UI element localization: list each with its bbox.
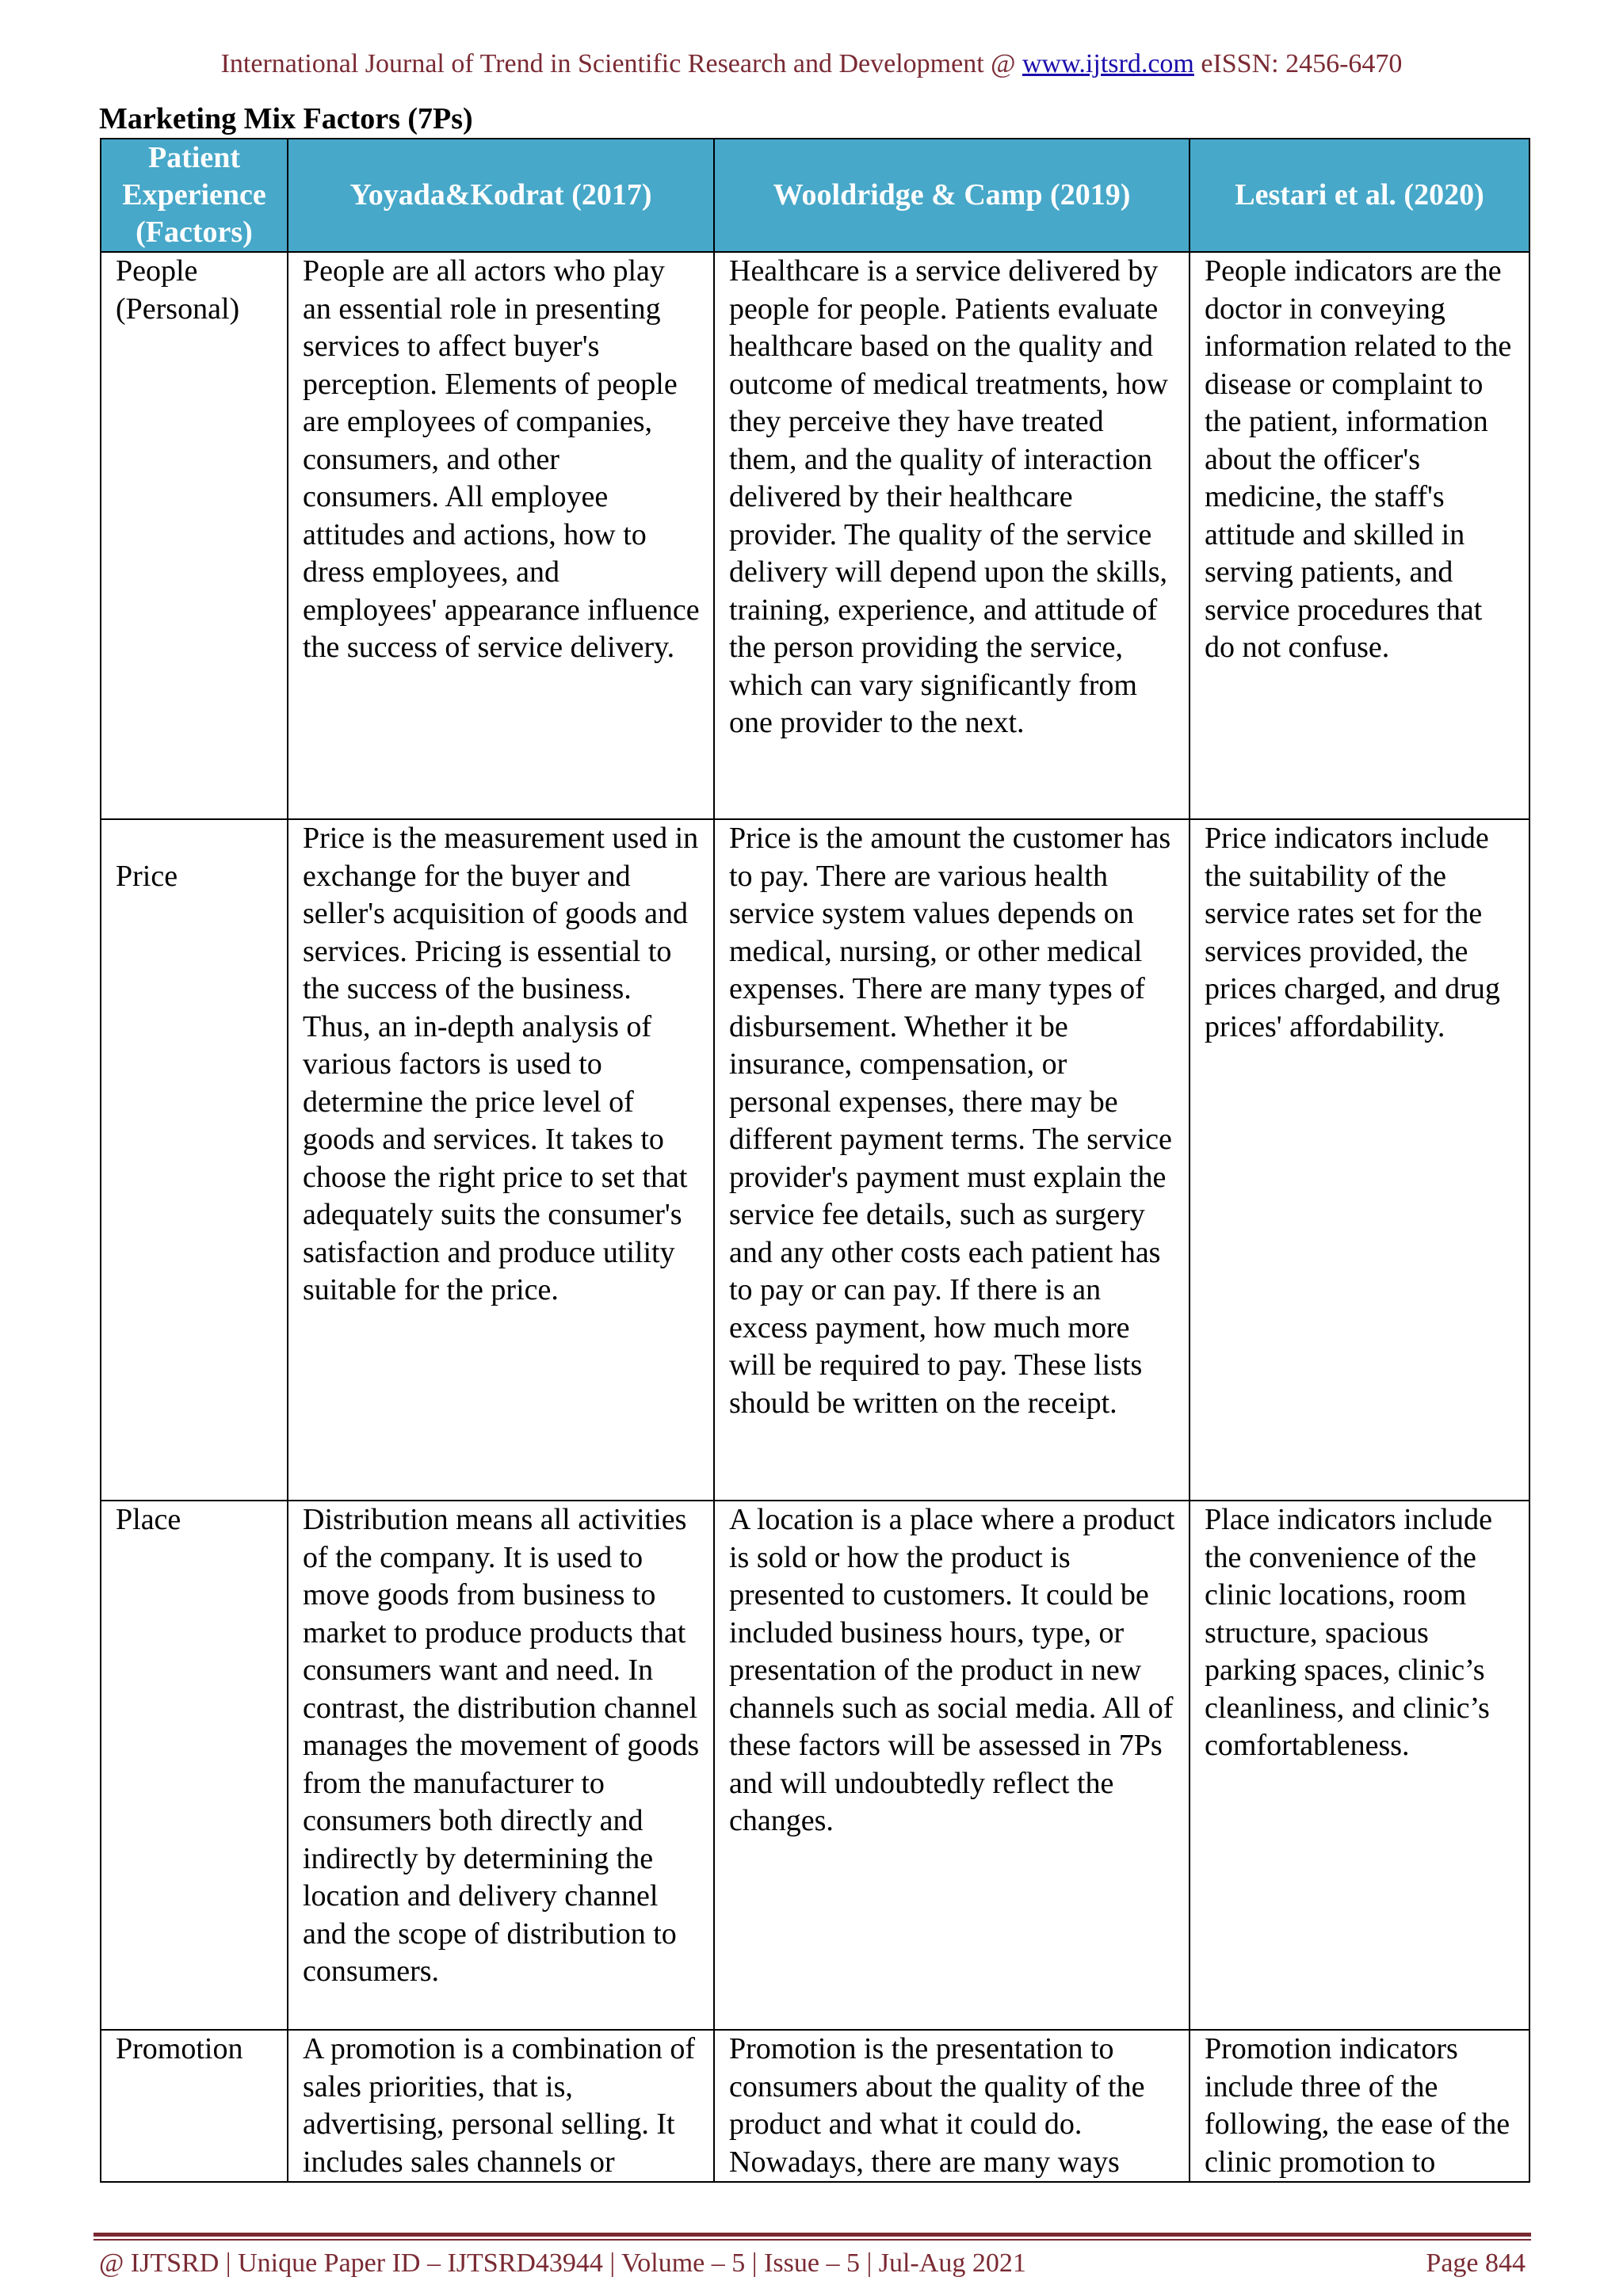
running-header [0,49,1623,79]
factor-cell [101,819,288,1501]
column-header-wooldridge: Wooldridge & Camp (2019) [714,139,1190,252]
wooldridge-cell: Promotion is the presentation to consumers about the quality of the product and what it could do. Nowadays, there are many ways [714,2030,1190,2182]
column-header-lestari: Lestari et al. (2020) [1190,139,1529,252]
wooldridge-cell: Price is the amount the customer has to pay. There are various health service system values depends on medical, nursing, or other medical expenses. There are many types of disbursement. Whether it be insurance, compensation, or personal expenses, there may be different payment terms. The service provider's payment must explain the service fee details, such as surgery and any other costs each patient has to pay or can pay. If there is an excess payment, how much more will be required to pay. These lists should be written on the receipt. [714,819,1190,1501]
wooldridge-cell: Healthcare is a service delivered by people for people. Patients evaluate healthcare based on the quality and outcome of medical treatments, how they perceive they have treated them, and the quality of interaction delivered by their healthcare provider. The quality of the service delivery will depend upon the skills, training, experience, and attitude of the person providing the service, which can vary significantly from one provider to the next. [714,252,1190,819]
factor-cell: Promotion [101,2030,288,2182]
factor-label: Price [116,860,178,893]
lestari-cell: Promotion indicators include three of the following, the ease of the clinic promotion to [1190,2030,1529,2182]
table-row-promotion [101,2030,1529,2182]
journal-name: International Journal of Trend in Scientific Research and Development @ [220,49,1016,78]
factor-cell: People (Personal) [101,252,288,819]
yoyada-cell: People are all actors who play an essential role in presenting services to affect buyer's perception. Elements of people are employees of companies, consumers, and other consumers. All employee attitudes and actions, how to dress employees, and employees' appearance influence the success of service delivery. [288,252,714,819]
journal-url-link[interactable]: www.ijtsrd.com [1022,49,1194,78]
lestari-cell: People indicators are the doctor in conveying information related to the disease or complaint to the patient, information about the officer's medicine, the staff's attitude and skilled in serving patients, and service procedures that do not confuse. [1190,252,1529,819]
table-row-people [101,252,1529,819]
footer-citation: @ IJTSRD | Unique Paper ID – IJTSRD43944 | Volume – 5 | Issue – 5 | Jul-Aug 2021 [99,2248,1026,2278]
page-number: Page 844 [1426,2248,1526,2278]
column-header-yoyada: Yoyada&Kodrat (2017) [288,139,714,252]
factor-cell: Place [101,1501,288,2030]
marketing-mix-table [100,138,1530,2183]
yoyada-cell: A promotion is a combination of sales priorities, that is, advertising, personal selling. It includes sales channels or [288,2030,714,2182]
column-header-factors: Patient Experience (Factors) [101,139,288,252]
eissn: eISSN: 2456-6470 [1201,49,1403,78]
footer-divider [94,2233,1531,2241]
yoyada-cell: Distribution means all activities of the company. It is used to move goods from business to market to produce products that consumers want and need. In contrast, the distribution channel manages the movement of goods from the manufacturer to consumers both directly and indirectly by determining the location and delivery channel and the scope of distribution to consumers. [288,1501,714,2030]
table-row-place [101,1501,1529,2030]
wooldridge-cell: A location is a place where a product is sold or how the product is presented to customers. It could be included business hours, type, or presentation of the product in new channels such as social media. All of these factors will be assessed in 7Ps and will undoubtedly reflect the changes. [714,1501,1190,2030]
yoyada-cell: Price is the measurement used in exchange for the buyer and seller's acquisition of goods and services. Pricing is essential to the success of the business. Thus, an in-depth analysis of various factors is used to determine the price level of goods and services. It takes to choose the right price to set that adequately suits the consumer's satisfaction and produce utility suitable for the price. [288,819,714,1501]
table-header-row [101,139,1529,252]
lestari-cell: Place indicators include the convenience of the clinic locations, room structure, spacious parking spaces, clinic’s cleanliness, and clinic’s comfortableness. [1190,1501,1529,2030]
table-row-price [101,819,1529,1501]
lestari-cell: Price indicators include the suitability of the service rates set for the services provided, the prices charged, and drug prices' affordability. [1190,819,1529,1501]
section-title: Marketing Mix Factors (7Ps) [99,102,473,135]
